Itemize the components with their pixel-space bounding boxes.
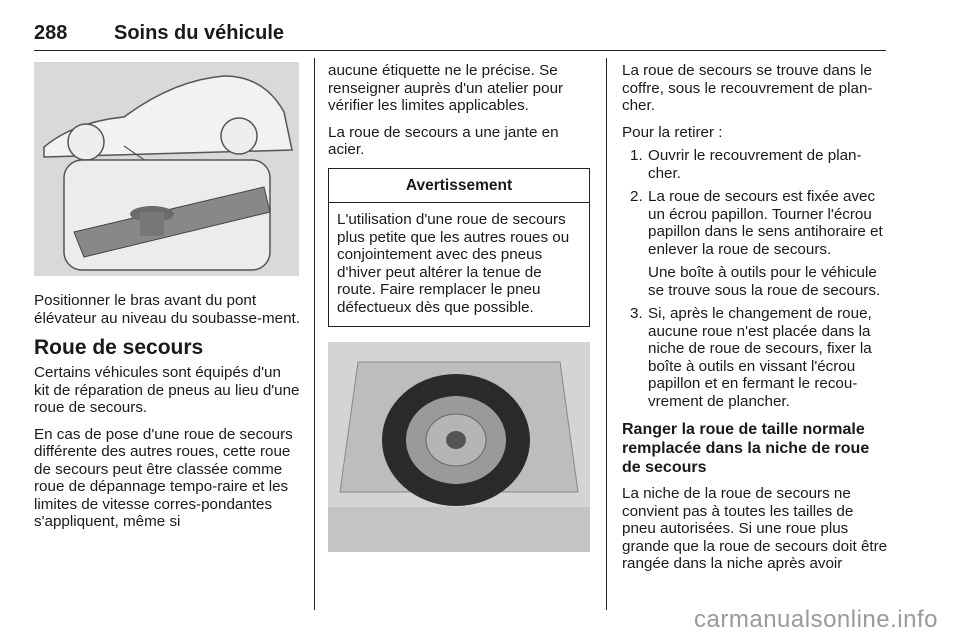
list-item-note: Une boîte à outils pour le véhicule se trouve sous la roue de secours.: [648, 264, 881, 299]
list-item: 2. La roue de secours est fixée avec un écrou papillon. Tourner l'écrou papillon dans le sens antihoraire et enlever la roue de secours. Une boîte à outils pour le véhicule se trouve sous la roue de secours.: [622, 188, 888, 299]
paragraph: La roue de secours se trouve dans le coffre, sous le recouvrement de plan-cher.: [622, 62, 873, 114]
warning-text: L'utilisation d'une roue de secours plus petite que les autres roues ou conjointement avec des pneus d'hiver peut altérer la tenue de route. Faire remplacer le pneu défectueux dès que possible.: [337, 211, 570, 316]
paragraph: Certains véhicules sont équipés d'un kit de réparation de pneus au lieu d'une roue de secours.: [34, 364, 300, 416]
paragraph: En cas de pose d'une roue de secours différente des autres roues, cette roue de secours peut être classée comme roue de dépannage tempo-raire et les limites de vitesse corres-pondantes s'appliquent, même si: [34, 425, 293, 530]
figure-caption: Positionner le bras avant du pont élévateur au niveau du soubasse-ment.: [34, 292, 300, 327]
list-item: 1. Ouvrir le recouvrement de plan-cher.: [630, 147, 862, 182]
paragraph: La roue de secours a une jante en acier.: [328, 123, 559, 158]
spare-wheel-drawing: [328, 342, 590, 552]
list-item: 3. Si, après le changement de roue, aucune roue n'est placée dans la niche de roue de secours, fixer la boîte à outils en vissant l'écrou papillon et en fermant le recou-vrement de plancher.: [630, 305, 872, 410]
heading-ranger-roue: Ranger la roue de taille normale remplacée dans la niche de roue de secours: [622, 421, 870, 476]
steps-list: [622, 147, 888, 410]
spare-wheel-photo: [328, 342, 590, 552]
warning-title: Avertissement: [329, 169, 589, 204]
paragraph: aucune étiquette ne le précise. Se renseigner auprès d'un atelier pour vérifier les limites applicables.: [328, 62, 564, 114]
car-lift-drawing: [34, 62, 299, 276]
heading-roue-de-secours: Roue de secours: [34, 336, 204, 359]
watermark: carmanualsonline.info: [694, 606, 938, 633]
column-3: [622, 62, 888, 582]
column-1: [34, 292, 300, 540]
section-title: Soins du véhicule: [114, 22, 285, 44]
page-header: [34, 22, 886, 51]
column-2: [328, 62, 590, 343]
car-lift-illustration: [34, 62, 299, 276]
paragraph: La niche de la roue de secours ne convient pas à toutes les tailles de pneu autorisées. Si une roue plus grande que la roue de secours doit être rangée dans la niche après avoir: [622, 485, 888, 572]
page-number: 288: [34, 22, 68, 44]
column-divider-1: [314, 58, 315, 610]
warning-box: [328, 168, 590, 328]
column-divider-2: [606, 58, 607, 610]
paragraph: Pour la retirer :: [622, 123, 723, 141]
